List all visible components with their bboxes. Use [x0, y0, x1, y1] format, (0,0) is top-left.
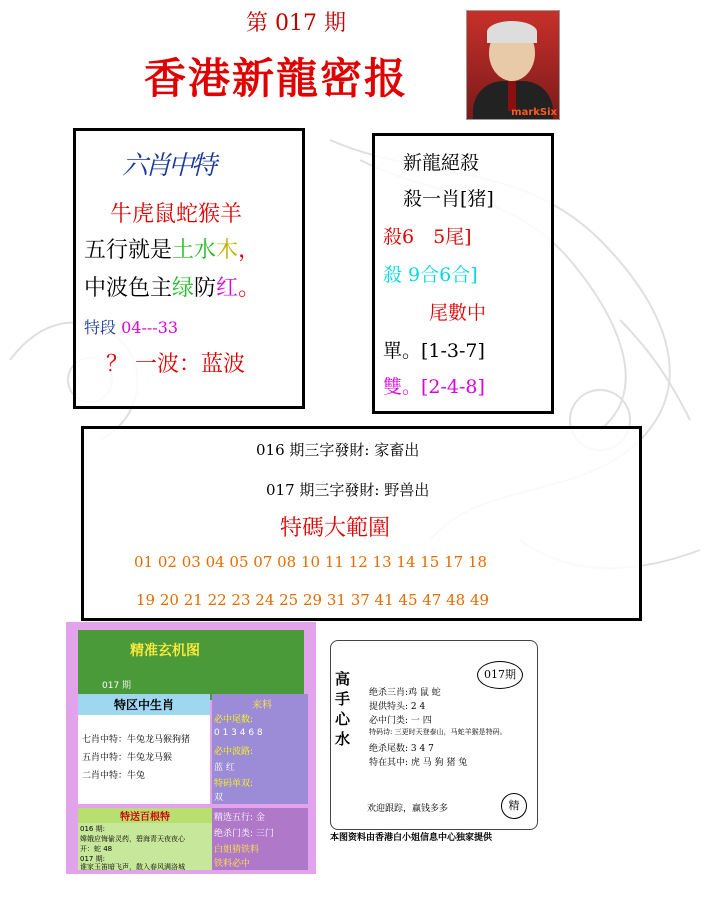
number-row-2: 19 20 21 22 23 24 25 29 31 37 41 45 47 48 49: [136, 591, 490, 609]
kill-sum: 殺 9合6合]: [383, 264, 478, 286]
seven-zodiac: 七肖中特：牛兔龙马猴狗猪: [82, 735, 191, 745]
issue-016-line: 016 期三字發財: 家畜出: [256, 441, 420, 459]
banner-text: 精准玄机图: [130, 643, 200, 659]
wave-color-line: 中波色主绿防红。: [84, 276, 261, 301]
zodiac-list: 牛虎鼠蛇猴羊: [110, 202, 243, 227]
left-issue: 017 期: [102, 681, 132, 691]
zodiac-panel: [78, 694, 210, 804]
portrait-photo: [466, 10, 560, 120]
range-title: 特碼大範圍: [280, 516, 391, 541]
source-footer: 本图资料由香港白小姐信息中心独家提供: [330, 833, 493, 843]
selection-panel: 精选五行: 金 绝杀门类: 三门 白姐猜铁料 铁料必中: [212, 808, 308, 870]
zodiac-panel-heading: 特区中生肖: [78, 694, 210, 715]
odd-tails: 單。[1-3-7]: [383, 340, 485, 362]
number-row-1: 01 02 03 04 05 07 08 10 11 12 13 14 15 17 18: [134, 553, 488, 571]
material-panel: 来料 必中尾数: 0 1 3 4 6 8 必中波路: 蓝 红 特码单双: 双: [212, 694, 308, 804]
three-word-box: [81, 426, 642, 621]
tips-image-right: 高手心水 017期 绝杀三肖:鸡 鼠 蛇 提供特头: 2 4 必中门类: 一 四 特码诗: 三更时天登泰山，马蛇羊猴是特码。 绝杀尾数: 3 4 7 特在其中: 虎 马 狗 猪 兔 欢迎跟踪，赢钱多多 精: [330, 640, 538, 830]
one-wave-line: ？ 一波：蓝波: [106, 352, 245, 377]
tips-image-left: [66, 622, 316, 874]
kill-heading: 新龍絕殺: [403, 152, 480, 174]
welcome-text: 欢迎跟踪，赢钱多多: [367, 804, 449, 814]
two-zodiac: 二肖中特：牛兔: [82, 771, 146, 781]
special-range: 特段 04---33: [84, 318, 179, 337]
six-zodiac-box: [73, 128, 305, 409]
poem-panel: 特送百根特 016 期: 嫦娥应悔偷灵药，碧海青天夜夜心 开：蛇 48 017 期: 谁家玉笛暗飞声，散入春风满洛城: [78, 808, 212, 870]
page-title: 香港新龍密报: [144, 54, 409, 103]
marksix-logo: markSix: [511, 107, 557, 118]
even-tails: 雙。[2-4-8]: [383, 376, 485, 398]
six-zodiac-logo: 六肖中特: [122, 151, 215, 181]
kill-zodiac: 殺一肖[猪]: [403, 188, 494, 210]
five-zodiac: 五肖中特：牛兔龙马猴: [82, 753, 173, 763]
issue-number: 第 017 期: [246, 11, 346, 36]
tail-middle: 尾數中: [429, 302, 487, 324]
expert-title: 高手心水: [335, 670, 351, 748]
stamp: 精: [501, 793, 527, 819]
kill-box: [372, 133, 554, 414]
issue-badge: 017期: [477, 661, 523, 689]
kill-tail: 殺6 5尾]: [383, 226, 472, 248]
five-elements-line: 五行就是土水木，: [84, 238, 261, 263]
issue-017-line: 017 期三字發財: 野兽出: [266, 481, 430, 499]
